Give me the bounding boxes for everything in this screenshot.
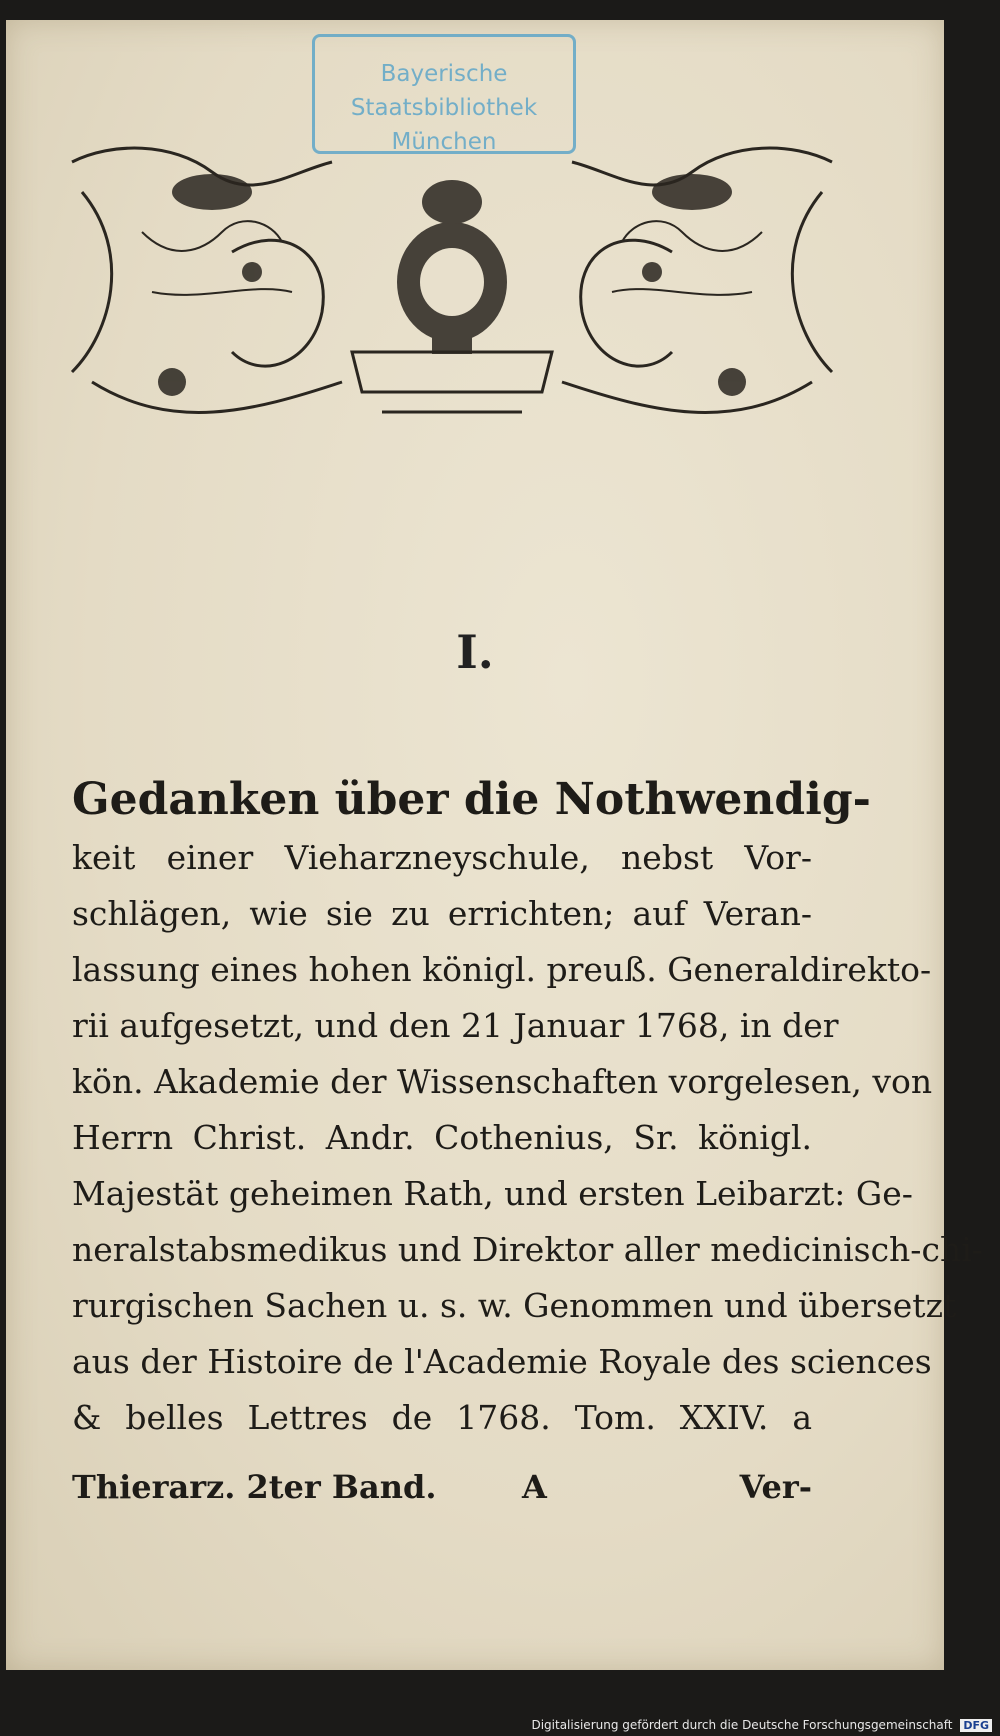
text-line: neralstabsmedikus und Direktor aller medicinisch-chi- xyxy=(72,1230,983,1269)
text-line: rurgischen Sachen u. s. w. Genommen und übersetzt xyxy=(72,1286,957,1325)
catchword: Ver- xyxy=(739,1468,812,1506)
body-text xyxy=(72,770,983,1446)
stamp-line-3: München xyxy=(391,129,497,155)
text-line: Herrn Christ. Andr. Cothenius, Sr. königl. xyxy=(72,1118,812,1157)
baroque-headpiece-ornament-icon xyxy=(52,132,852,452)
book-page xyxy=(6,20,983,1670)
text-line: Gedanken über die Nothwendig- xyxy=(72,774,871,825)
signature-line: Thierarz. 2ter Band. xyxy=(72,1468,437,1506)
text-line: Majestät geheimen Rath, und ersten Leibarzt: Ge- xyxy=(72,1174,913,1213)
text-line: lassung eines hohen königl. preuß. Generaldirekto- xyxy=(72,950,932,989)
digitization-credit xyxy=(531,1718,992,1732)
text-line: schlägen, wie sie zu errichten; auf Veran- xyxy=(72,894,812,933)
text-line: & belles Lettres de 1768. Tom. XXIV. a xyxy=(72,1398,812,1437)
quire-mark: A xyxy=(522,1468,547,1506)
stamp-line-2: Staatsbibliothek xyxy=(350,95,538,121)
credit-text: Digitalisierung gefördert durch die Deutsche Forschungsgemeinschaft xyxy=(531,1718,953,1732)
dfg-logo: DFG xyxy=(960,1719,992,1732)
text-line: keit einer Vieharzneyschule, nebst Vor- xyxy=(72,838,812,877)
text-line: kön. Akademie der Wissenschaften vorgelesen, von xyxy=(72,1062,933,1101)
text-line: rii aufgesetzt, und den 21 Januar 1768, in der xyxy=(72,1006,839,1045)
text-line: aus der Histoire de l'Academie Royale des sciences xyxy=(72,1342,932,1381)
chapter-number: I. xyxy=(456,625,494,679)
stamp-line-1: Bayerische xyxy=(380,61,508,87)
